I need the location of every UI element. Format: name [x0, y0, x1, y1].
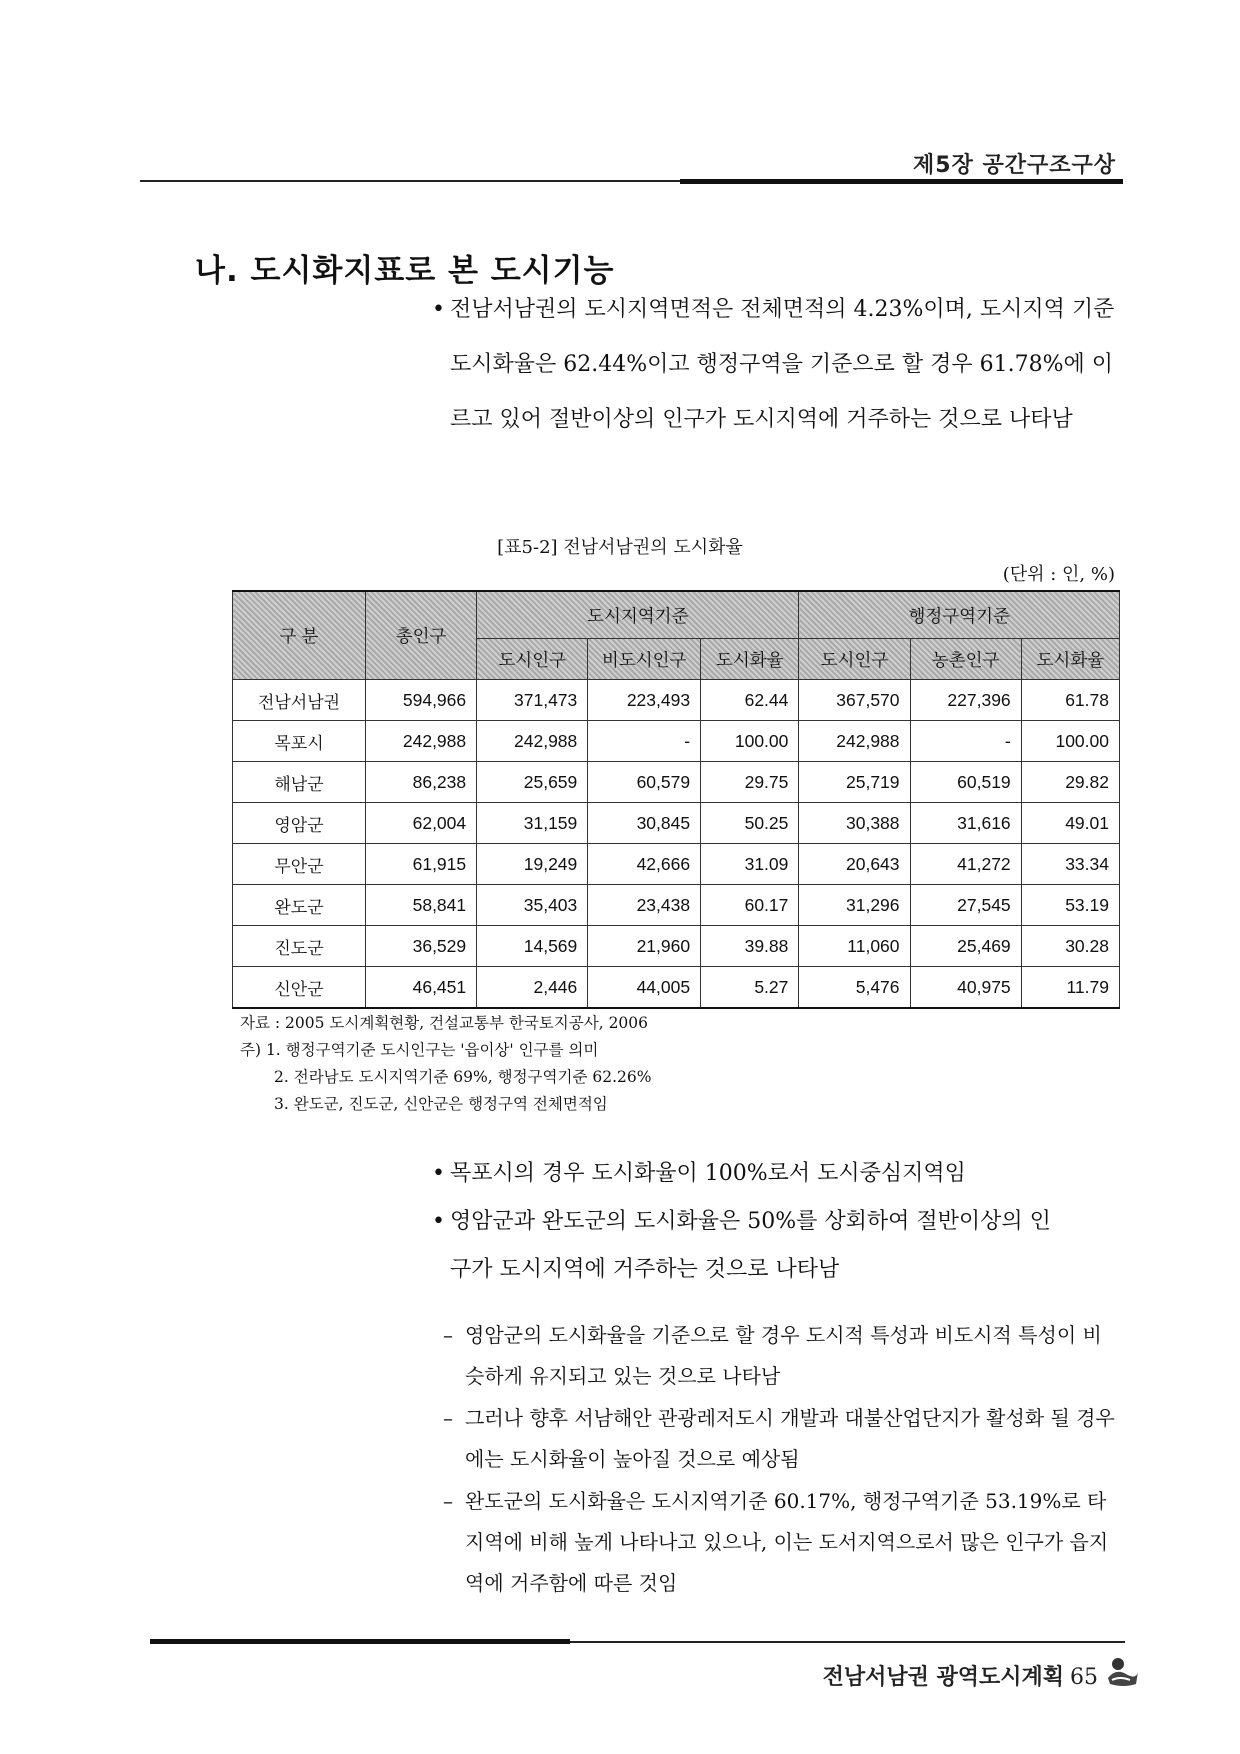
dash-text-1: 영암군의 도시화율을 기준으로 할 경우 도시적 특성과 비도시적 특성이 비슷하게 유지되고 있는 것으로 나타남: [465, 1323, 1102, 1388]
row-value: 41,272: [910, 844, 1021, 885]
footer-rule-thick: [150, 1639, 570, 1644]
row-value: 30,845: [588, 803, 701, 844]
row-value: 62,004: [366, 803, 477, 844]
row-name: 영암군: [233, 803, 366, 844]
row-value: -: [910, 721, 1021, 762]
header-sub: 농촌인구: [910, 639, 1021, 680]
dash-item-1: [443, 1315, 1120, 1397]
row-value: 20,643: [799, 844, 910, 885]
intro-text: 전남서남권의 도시지역면적은 전체면적의 4.23%이며, 도시지역 기준 도시화율은 62.44%이고 행정구역을 기준으로 할 경우 61.78%에 이르고 있어 절반이상의 인구가 도시지역에 거주하는 것으로 나타남: [450, 297, 1115, 432]
row-value: 39.88: [701, 926, 799, 967]
note-2: 2. 전라남도 도시지역기준 69%, 행정구역기준 62.26%: [274, 1068, 652, 1086]
row-value: 14,569: [477, 926, 588, 967]
row-value: 21,960: [588, 926, 701, 967]
row-value: 371,473: [477, 680, 588, 721]
row-value: 242,988: [366, 721, 477, 762]
row-value: 86,238: [366, 762, 477, 803]
intro-paragraph: [432, 282, 1120, 447]
row-value: 50.25: [701, 803, 799, 844]
row-name: 진도군: [233, 926, 366, 967]
row-value: 60.17: [701, 885, 799, 926]
row-value: 46,451: [366, 967, 477, 1009]
row-value: 33.34: [1021, 844, 1119, 885]
row-value: 23,438: [588, 885, 701, 926]
row-value: 30.28: [1021, 926, 1119, 967]
chapter-header: 제5장 공간구조구상: [913, 153, 1116, 178]
row-value: 60,519: [910, 762, 1021, 803]
dash-text-2: 그러나 향후 서남해안 관광레저도시 개발과 대불산업단지가 활성화 될 경우에는 도시화율이 높아질 것으로 예상됨: [465, 1406, 1115, 1471]
row-value: 36,529: [366, 926, 477, 967]
footer-logo-icon: [1104, 1654, 1140, 1690]
table-row: [233, 885, 1120, 926]
bullet-mokpo: [432, 1150, 1120, 1198]
dash-item-2: [443, 1398, 1120, 1480]
table-row: [233, 803, 1120, 844]
header-category: 구 분: [233, 591, 366, 680]
note-3: 3. 완도군, 진도군, 신안군은 행정구역 전체면적임: [274, 1095, 608, 1113]
table-title: [표5-2] 전남서남권의 도시화율: [497, 537, 743, 558]
row-name: 전남서남권: [233, 680, 366, 721]
row-value: 5,476: [799, 967, 910, 1009]
row-value: 62.44: [701, 680, 799, 721]
header-rule-thick: [680, 179, 1123, 184]
row-value: 227,396: [910, 680, 1021, 721]
row-value: 594,966: [366, 680, 477, 721]
bullet-mokpo-text: 목포시의 경우 도시화율이 100%로서 도시중심지역임: [450, 1161, 966, 1186]
row-value: 25,469: [910, 926, 1021, 967]
header-urban-group: 도시지역기준: [477, 591, 799, 639]
row-value: 31,616: [910, 803, 1021, 844]
row-value: 58,841: [366, 885, 477, 926]
bullet-yeongam-line2: 구가 도시지역에 거주하는 것으로 나타남: [450, 1257, 840, 1282]
row-value: 242,988: [477, 721, 588, 762]
row-value: 2,446: [477, 967, 588, 1009]
row-name: 신안군: [233, 967, 366, 1009]
header-sub: 비도시인구: [588, 639, 701, 680]
section-title: 나. 도시화지표로 본 도시기능: [195, 253, 615, 289]
dash-mark: –: [443, 1406, 453, 1430]
row-value: 25,719: [799, 762, 910, 803]
header-sub: 도시인구: [799, 639, 910, 680]
row-name: 무안군: [233, 844, 366, 885]
row-value: 367,570: [799, 680, 910, 721]
row-value: 31,159: [477, 803, 588, 844]
row-value: 5.27: [701, 967, 799, 1009]
header-admin-group: 행정구역기준: [799, 591, 1120, 639]
row-value: 42,666: [588, 844, 701, 885]
dash-mark: –: [443, 1323, 453, 1347]
bullet-yeongam-line1: 영암군과 완도군의 도시화율은 50%를 상회하여 절반이상의 인: [450, 1209, 1051, 1234]
table-row: [233, 926, 1120, 967]
row-value: 11,060: [799, 926, 910, 967]
table-row: [233, 844, 1120, 885]
page-number: 65: [1070, 1665, 1098, 1690]
row-value: 31,296: [799, 885, 910, 926]
row-value: 60,579: [588, 762, 701, 803]
row-name: 목포시: [233, 721, 366, 762]
row-value: 31.09: [701, 844, 799, 885]
header-sub: 도시인구: [477, 639, 588, 680]
header-sub: 도시화율: [1021, 639, 1119, 680]
footer-title: 전남서남권 광역도시계획: [822, 1665, 1064, 1690]
dash-text-3: 완도군의 도시화율은 도시지역기준 60.17%, 행정구역기준 53.19%로 타지역에 비해 높게 나타나고 있으나, 이는 도서지역으로서 많은 인구가 읍지역에 거주함에 따른 것임: [465, 1489, 1109, 1595]
bullet-yeongam: [432, 1198, 1120, 1294]
urbanization-table: [232, 590, 1120, 1009]
table-row: [233, 721, 1120, 762]
note-source: 자료 : 2005 도시계획현황, 건설교통부 한국토지공사, 2006: [240, 1014, 649, 1032]
row-value: 19,249: [477, 844, 588, 885]
row-value: 61,915: [366, 844, 477, 885]
table-row: [233, 762, 1120, 803]
row-value: 61.78: [1021, 680, 1119, 721]
header-sub: 도시화율: [701, 639, 799, 680]
row-name: 완도군: [233, 885, 366, 926]
table-unit: (단위 : 인, %): [1002, 564, 1115, 585]
row-value: 29.75: [701, 762, 799, 803]
row-value: 100.00: [701, 721, 799, 762]
row-value: 49.01: [1021, 803, 1119, 844]
row-value: 35,403: [477, 885, 588, 926]
row-value: 53.19: [1021, 885, 1119, 926]
table-row: [233, 967, 1120, 1009]
row-value: 44,005: [588, 967, 701, 1009]
row-name: 해남군: [233, 762, 366, 803]
row-value: 27,545: [910, 885, 1021, 926]
bullet-dot: •: [432, 1209, 445, 1234]
row-value: 29.82: [1021, 762, 1119, 803]
dash-mark: –: [443, 1489, 453, 1513]
row-value: 30,388: [799, 803, 910, 844]
row-value: 25,659: [477, 762, 588, 803]
row-value: 242,988: [799, 721, 910, 762]
table-notes: [240, 1010, 651, 1118]
bullet-dot: •: [432, 1161, 445, 1186]
row-value: -: [588, 721, 701, 762]
row-value: 11.79: [1021, 967, 1119, 1009]
note-1: 주) 1. 행정구역기준 도시인구는 '읍이상' 인구를 의미: [240, 1041, 599, 1059]
table-row: [233, 680, 1120, 721]
footer: [823, 1660, 1098, 1691]
bullet-dot: •: [432, 297, 445, 322]
row-value: 100.00: [1021, 721, 1119, 762]
row-value: 223,493: [588, 680, 701, 721]
header-total: 총인구: [366, 591, 477, 680]
dash-item-3: [443, 1481, 1120, 1604]
row-value: 40,975: [910, 967, 1021, 1009]
